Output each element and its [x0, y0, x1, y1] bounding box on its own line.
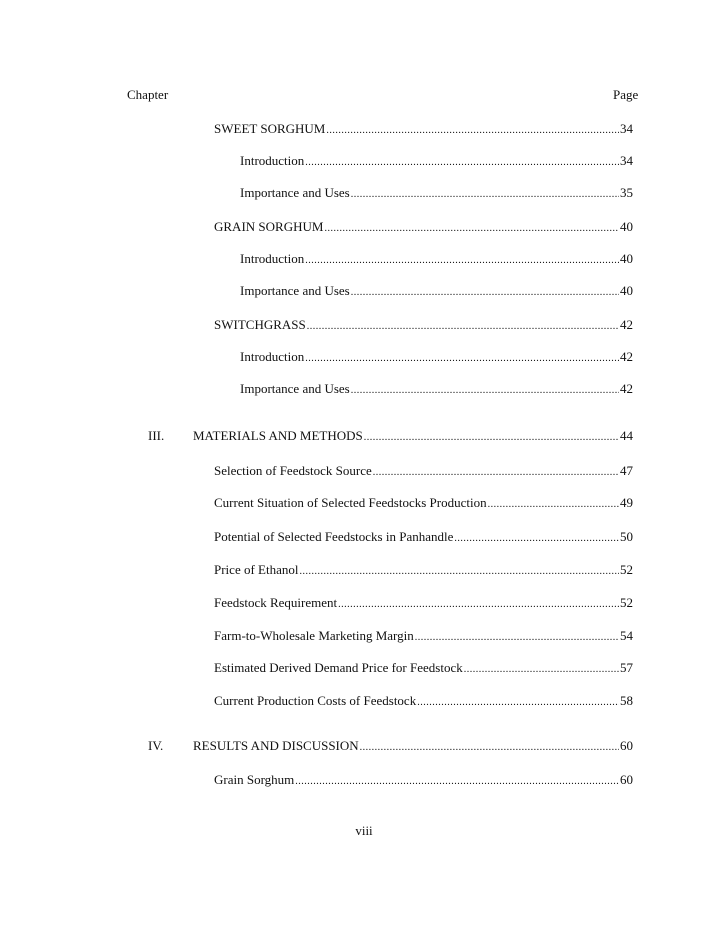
chapter-number: III. — [148, 428, 165, 443]
dot-leader — [364, 429, 619, 447]
toc-entry-title: Feedstock Requirement — [214, 595, 338, 610]
toc-entry-title: Current Situation of Selected Feedstocks Production — [214, 495, 487, 510]
toc-entry — [0, 528, 728, 546]
dot-leader — [351, 186, 619, 204]
toc-entry-title: Importance and Uses — [240, 381, 350, 396]
toc-entry — [0, 737, 728, 755]
toc-entry — [0, 627, 728, 645]
toc-entry-page: 40 — [620, 219, 633, 234]
toc-entry-page: 54 — [620, 628, 633, 643]
toc-entry — [0, 561, 728, 579]
toc-entry-title: Estimated Derived Demand Price for Feedstock — [214, 660, 463, 675]
toc-entry-page: 34 — [620, 153, 633, 168]
dot-leader — [373, 464, 619, 482]
toc-entry-title: Farm-to-Wholesale Marketing Margin — [214, 628, 414, 643]
toc-entry-title: MATERIALS AND METHODS — [193, 428, 363, 443]
dot-leader — [351, 284, 619, 302]
toc-entry-page: 47 — [620, 463, 633, 478]
toc-entry-title: Introduction — [240, 349, 305, 364]
toc-entry-title: Current Production Costs of Feedstock — [214, 693, 417, 708]
dot-leader — [305, 350, 619, 368]
toc-entry-title: Grain Sorghum — [214, 772, 295, 787]
page-header-label: Page — [613, 87, 639, 102]
toc-entry — [0, 692, 728, 710]
dot-leader — [295, 773, 619, 791]
toc-entry-page: 49 — [620, 495, 633, 510]
toc-entry-page: 50 — [620, 529, 633, 544]
toc-entry — [0, 594, 728, 612]
chapter-header-label: Chapter — [127, 87, 169, 102]
dot-leader — [415, 629, 619, 647]
toc-entry-title: Importance and Uses — [240, 185, 350, 200]
toc-entry-title: Importance and Uses — [240, 283, 350, 298]
toc-entry — [0, 250, 728, 268]
toc-entry-page: 57 — [620, 660, 633, 675]
dot-leader — [417, 694, 619, 712]
dot-leader — [464, 661, 619, 679]
toc-entry-page: 35 — [620, 185, 633, 200]
dot-leader — [338, 596, 619, 614]
toc-entry — [0, 348, 728, 366]
toc-entry-title: GRAIN SORGHUM — [214, 219, 324, 234]
dot-leader — [488, 496, 619, 514]
toc-entry — [0, 771, 728, 789]
dot-leader — [299, 563, 619, 581]
dot-leader — [326, 122, 619, 140]
dot-leader — [351, 382, 619, 400]
dot-leader — [307, 318, 619, 336]
toc-entry-page: 60 — [620, 772, 633, 787]
toc-entry-page: 34 — [620, 121, 633, 136]
toc-entry-title: SWITCHGRASS — [214, 317, 306, 332]
toc-entry-title: Selection of Feedstock Source — [214, 463, 372, 478]
dot-leader — [305, 154, 619, 172]
toc-entry-title: Introduction — [240, 251, 305, 266]
toc-entry-page: 52 — [620, 595, 633, 610]
toc-entry-title: RESULTS AND DISCUSSION — [193, 738, 359, 753]
toc-entry — [0, 462, 728, 480]
toc-entry — [0, 659, 728, 677]
toc-entry-page: 52 — [620, 562, 633, 577]
toc-entry-page: 40 — [620, 283, 633, 298]
page-number: viii — [355, 823, 373, 838]
toc-entry-page: 42 — [620, 349, 633, 364]
toc-entry — [0, 494, 728, 512]
toc-entry-page: 60 — [620, 738, 633, 753]
toc-entry — [0, 218, 728, 236]
toc-entry-title: Potential of Selected Feedstocks in Panhandle — [214, 529, 454, 544]
toc-entry — [0, 380, 728, 398]
toc-entry — [0, 120, 728, 138]
toc-entry-page: 40 — [620, 251, 633, 266]
toc-entry-page: 44 — [620, 428, 633, 443]
toc-entry — [0, 152, 728, 170]
toc-entry-title: SWEET SORGHUM — [214, 121, 326, 136]
toc-entry — [0, 282, 728, 300]
dot-leader — [324, 220, 619, 238]
chapter-number: IV. — [148, 738, 164, 753]
dot-leader — [305, 252, 619, 270]
toc-entry-page: 42 — [620, 317, 633, 332]
toc-entry-title: Price of Ethanol — [214, 562, 299, 577]
toc-entry — [0, 184, 728, 202]
toc-entry-page: 58 — [620, 693, 633, 708]
toc-entry — [0, 316, 728, 334]
dot-leader — [360, 739, 619, 757]
toc-entry-page: 42 — [620, 381, 633, 396]
toc-entry-title: Introduction — [240, 153, 305, 168]
toc-entry — [0, 427, 728, 445]
dot-leader — [454, 530, 619, 548]
